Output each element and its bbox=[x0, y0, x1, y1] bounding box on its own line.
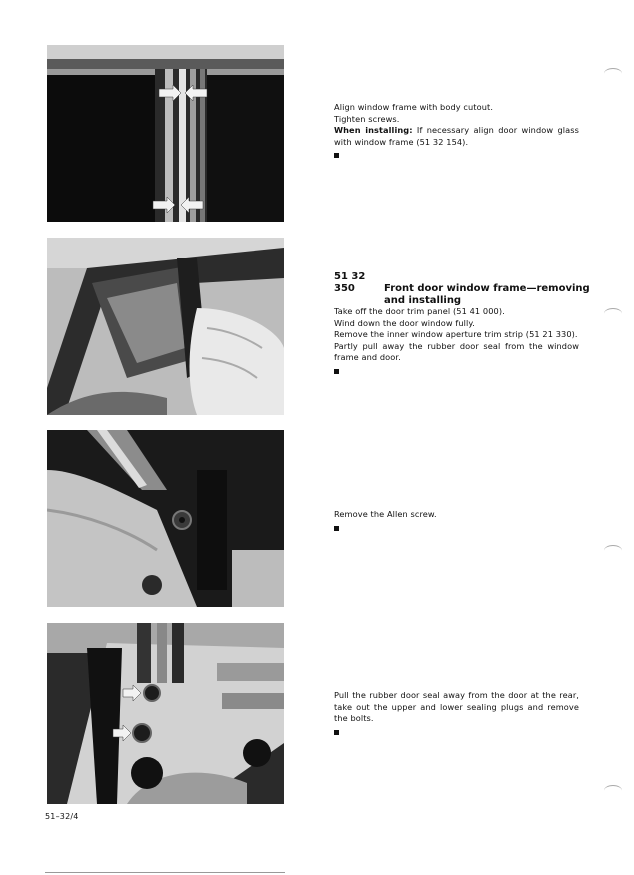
end-square-icon bbox=[334, 526, 339, 531]
binding-hole-mark bbox=[604, 68, 622, 79]
instruction-text: If necessary align door window glass with window frame (51 32 154). bbox=[334, 125, 579, 147]
end-square-icon bbox=[334, 153, 339, 158]
instruction-line: Remove the inner window aperture trim strip (51 21 330). bbox=[334, 329, 578, 339]
step-4-instructions bbox=[334, 690, 579, 735]
binding-hole-mark bbox=[604, 545, 622, 556]
instruction-line: Remove the Allen screw. bbox=[334, 509, 437, 519]
photo-removing-window-frame bbox=[47, 238, 284, 415]
section-title-line2: and installing bbox=[384, 295, 462, 306]
section-title: Front door window frame—removing bbox=[384, 283, 590, 294]
step-1-instructions bbox=[334, 102, 579, 158]
section-number: 51 32 350 bbox=[334, 271, 366, 294]
step-2-instructions bbox=[334, 306, 579, 374]
binding-hole-mark bbox=[604, 308, 622, 319]
section-heading bbox=[334, 271, 594, 307]
instruction-line: Take off the door trim panel (51 41 000). bbox=[334, 306, 505, 316]
end-square-icon bbox=[334, 730, 339, 735]
end-square-icon bbox=[334, 369, 339, 374]
instruction-line bbox=[334, 125, 579, 148]
instruction-line: Pull the rubber door seal away from the door at the rear, take out the upper and lower sealing plugs and remove the bolts. bbox=[334, 690, 579, 723]
binding-hole-mark bbox=[604, 785, 622, 796]
photo-sealing-plugs bbox=[47, 623, 284, 804]
bottom-rule bbox=[45, 872, 285, 873]
instruction-line: Wind down the door window fully. bbox=[334, 317, 475, 328]
photo-allen-screw bbox=[47, 430, 284, 607]
page-number: 51–32/4 bbox=[45, 812, 79, 821]
instruction-line: Tighten screws. bbox=[334, 113, 400, 124]
instruction-line: Align window frame with body cutout. bbox=[334, 102, 494, 112]
instruction-label: When installing: bbox=[334, 125, 413, 135]
step-3-instructions bbox=[334, 509, 579, 531]
photo-window-frame-alignment bbox=[47, 45, 284, 222]
instruction-line: Partly pull away the rubber door seal from the window frame and door. bbox=[334, 340, 579, 362]
